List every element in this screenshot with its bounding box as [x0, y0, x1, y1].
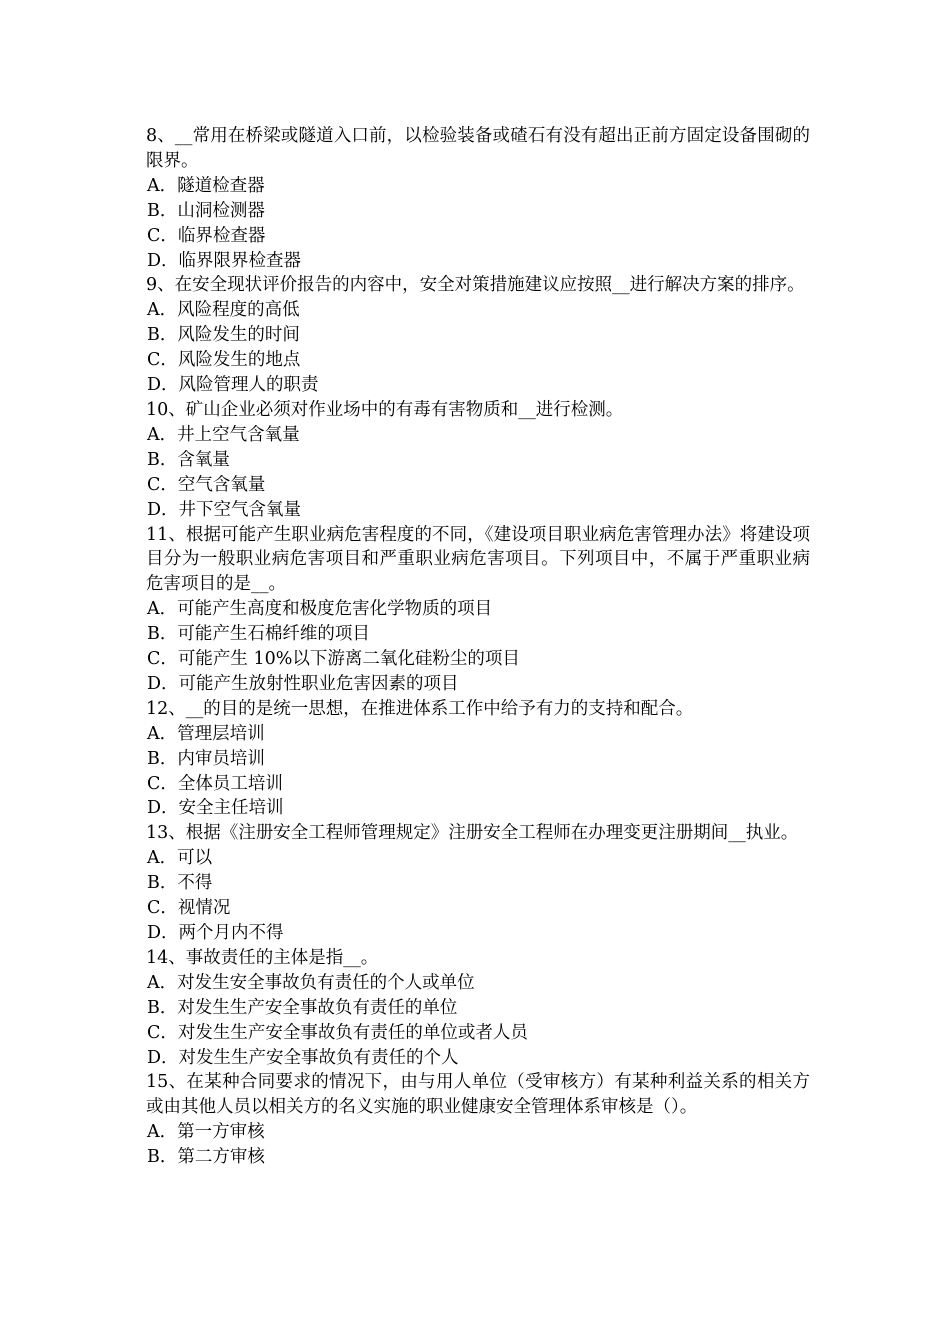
option-d: D．两个月内不得	[147, 923, 284, 943]
option-a: A．可能产生高度和极度危害化学物质的项目	[147, 599, 493, 620]
question-stem: 9、在安全现状评价报告的内容中，安全对策措施建议应按照__进行解决方案的排序。	[146, 275, 805, 296]
option-c: C．视情况	[147, 898, 231, 919]
option-a: A．第一方审核	[147, 1122, 265, 1143]
question-stem: 13、根据《注册安全工程师管理规定》注册安全工程师在办理变更注册期间__执业。	[146, 823, 799, 844]
option-d: D．临界限界检查器	[147, 250, 302, 271]
question-10	[146, 398, 810, 523]
option-d: D．对发生生产安全事故负有责任的个人	[147, 1047, 459, 1068]
option-d: D．安全主任培训	[147, 798, 284, 819]
option-c: C．风险发生的地点	[147, 350, 301, 371]
question-15	[146, 1070, 810, 1170]
option-d: D．可能产生放射性职业危害因素的项目	[147, 673, 459, 694]
option-c: C．对发生生产安全事故负有责任的单位或者人员	[147, 1022, 528, 1043]
question-13	[146, 821, 810, 946]
option-c: C．空气含氧量	[147, 474, 266, 495]
option-b: B．山洞检测器	[147, 200, 265, 221]
question-11	[146, 523, 810, 697]
option-b: B．风险发生的时间	[147, 325, 300, 346]
option-a: A．风险程度的高低	[147, 300, 300, 321]
option-a: A．井上空气含氧量	[147, 424, 300, 445]
option-b: B．含氧量	[147, 449, 230, 470]
option-a: A．对发生安全事故负有责任的个人或单位	[147, 972, 475, 993]
option-c: C．全体员工培训	[147, 773, 283, 794]
option-b: B．可能产生石棉纤维的项目	[147, 624, 370, 645]
question-stem: 12、__的目的是统一思想，在推进体系工作中给予有力的支持和配合。	[146, 698, 694, 719]
option-a: A．管理层培训	[147, 723, 265, 744]
question-stem: 15、在某种合同要求的情况下，由与用人单位（受审核方）有某种利益关系的相关方或由其他人员以相关方的名义实施的职业健康安全管理体系审核是（）。	[146, 1072, 810, 1118]
option-b: B．内审员培训	[147, 748, 265, 769]
option-b: B．第二方审核	[147, 1147, 265, 1168]
option-c: C．临界检查器	[147, 225, 266, 246]
option-d: D．风险管理人的职责	[147, 375, 319, 396]
question-8	[146, 124, 810, 273]
question-stem: 11、根据可能产生职业病危害程度的不同，《建设项目职业病危害管理办法》将建设项目分为一般职业病危害项目和严重职业病危害项目。下列项目中，不属于严重职业病危害项目的是__。	[146, 524, 810, 595]
question-stem: 10、矿山企业必须对作业场中的有毒有害物质和__进行检测。	[146, 399, 624, 420]
question-9	[146, 273, 810, 398]
option-a: A．隧道检查器	[147, 175, 265, 196]
question-stem: 14、事故责任的主体是指__。	[146, 947, 379, 968]
question-12	[146, 697, 810, 822]
option-b: B．不得	[147, 873, 213, 894]
option-a: A．可以	[147, 848, 213, 869]
question-stem: 8、__常用在桥梁或隧道入口前，以检验装备或碴石有没有超出正前方固定设备围砌的限界。	[146, 126, 810, 171]
option-c: C．可能产生 10%以下游离二氧化硅粉尘的项目	[147, 649, 520, 670]
question-list	[146, 124, 810, 1170]
option-d: D．井下空气含氧量	[147, 499, 302, 520]
question-14	[146, 946, 810, 1071]
option-b: B．对发生生产安全事故负有责任的单位	[147, 997, 458, 1018]
